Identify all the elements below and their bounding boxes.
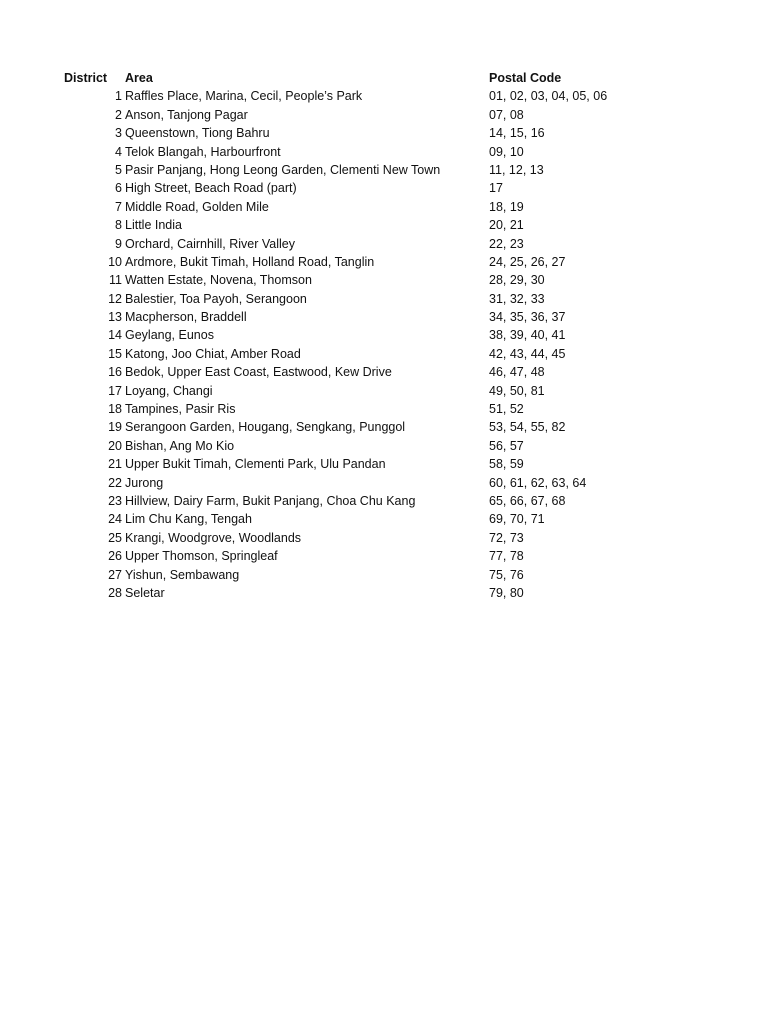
district-number-cell: 16: [108, 365, 122, 380]
area-column-header: Area: [125, 71, 153, 85]
district-number-cell: 7: [115, 199, 122, 214]
district-number-cell: 8: [115, 218, 122, 233]
postal-code-cell: 69, 70, 71: [489, 512, 545, 527]
postal-code-cell: 28, 29, 30: [489, 273, 545, 288]
district-number-cell: 9: [115, 236, 122, 251]
postal-code-cell: 09, 10: [489, 144, 524, 159]
table-header-row: [0, 69, 768, 87]
district-number-cell: 13: [108, 310, 122, 325]
district-number-cell: 11: [109, 273, 122, 288]
district-number-cell: 4: [115, 144, 122, 159]
area-cell: Yishun, Sembawang: [125, 567, 240, 582]
area-cell: High Street, Beach Road (part): [125, 181, 297, 196]
table-row: [0, 400, 768, 418]
table-row: [0, 474, 768, 492]
area-cell: Balestier, Toa Payoh, Serangoon: [125, 291, 307, 306]
postal-code-cell: 51, 52: [489, 402, 524, 417]
postal-code-cell: 38, 39, 40, 41: [489, 328, 566, 343]
area-cell: Geylang, Eunos: [125, 328, 214, 343]
postal-code-cell: 65, 66, 67, 68: [489, 493, 566, 508]
postal-code-cell: 56, 57: [489, 438, 524, 453]
area-cell: Loyang, Changi: [125, 383, 213, 398]
table-row: [0, 106, 768, 124]
table-row: [0, 143, 768, 161]
table-row: [0, 437, 768, 455]
area-cell: Ardmore, Bukit Timah, Holland Road, Tanglin: [125, 254, 375, 269]
postal-code-cell: 24, 25, 26, 27: [489, 254, 566, 269]
postal-code-cell: 60, 61, 62, 63, 64: [489, 475, 587, 490]
area-cell: Anson, Tanjong Pagar: [125, 107, 248, 122]
district-number-cell: 26: [108, 549, 122, 564]
table-row: [0, 235, 768, 253]
district-number-cell: 3: [115, 126, 122, 141]
area-cell: Seletar: [125, 585, 165, 600]
table-row: [0, 363, 768, 381]
district-number-cell: 12: [108, 291, 122, 306]
table-row: [0, 529, 768, 547]
area-cell: Queenstown, Tiong Bahru: [125, 126, 270, 141]
area-cell: Upper Bukit Timah, Clementi Park, Ulu Pandan: [125, 457, 386, 472]
table-row: [0, 87, 768, 105]
table-row: [0, 584, 768, 602]
area-cell: Orchard, Cairnhill, River Valley: [125, 236, 295, 251]
district-number-cell: 10: [108, 254, 122, 269]
district-number-cell: 6: [115, 181, 122, 196]
area-cell: Katong, Joo Chiat, Amber Road: [125, 346, 301, 361]
table-row: [0, 161, 768, 179]
postal-code-cell: 53, 54, 55, 82: [489, 420, 566, 435]
district-column-header: District: [64, 71, 108, 85]
postal-code-cell: 79, 80: [489, 585, 524, 600]
table-row: [0, 179, 768, 197]
postal-code-cell: 14, 15, 16: [489, 126, 545, 141]
postal-code-cell: 20, 21: [489, 218, 524, 233]
table-row: [0, 455, 768, 473]
area-cell: Telok Blangah, Harbourfront: [125, 144, 281, 159]
district-number-cell: 14: [108, 328, 122, 343]
area-cell: Bishan, Ang Mo Kio: [125, 438, 235, 453]
table-row: [0, 547, 768, 565]
area-cell: Pasir Panjang, Hong Leong Garden, Clementi New Town: [125, 162, 441, 177]
postal-code-cell: 31, 32, 33: [489, 291, 545, 306]
area-cell: Little India: [125, 218, 182, 233]
district-number-cell: 23: [108, 493, 122, 508]
district-number-cell: 28: [108, 585, 122, 600]
postal-code-cell: 46, 47, 48: [489, 365, 545, 380]
table-row: [0, 124, 768, 142]
table-row: [0, 492, 768, 510]
area-cell: Jurong: [125, 475, 164, 490]
table-body: [0, 87, 768, 602]
area-cell: Watten Estate, Novena, Thomson: [125, 273, 312, 288]
district-table: [0, 69, 768, 602]
postal-code-cell: 01, 02, 03, 04, 05, 06: [489, 89, 608, 104]
district-number-cell: 21: [108, 457, 122, 472]
table-row: [0, 271, 768, 289]
area-cell: Lim Chu Kang, Tengah: [125, 512, 252, 527]
district-number-cell: 19: [108, 420, 122, 435]
district-number-cell: 24: [108, 512, 122, 527]
postal-code-cell: 11, 12, 13: [489, 162, 544, 177]
table-row: [0, 308, 768, 326]
area-cell: Serangoon Garden, Hougang, Sengkang, Punggol: [125, 420, 406, 435]
table-row: [0, 418, 768, 436]
postal-code-cell: 72, 73: [489, 530, 524, 545]
district-number-cell: 20: [108, 438, 122, 453]
district-number-cell: 5: [115, 162, 122, 177]
district-number-cell: 25: [108, 530, 122, 545]
district-number-cell: 15: [108, 346, 122, 361]
area-cell: Krangi, Woodgrove, Woodlands: [125, 530, 302, 545]
postal-code-cell: 17: [489, 181, 503, 196]
table-row: [0, 382, 768, 400]
area-cell: Macpherson, Braddell: [125, 310, 247, 325]
postal-code-cell: 42, 43, 44, 45: [489, 346, 566, 361]
postal-code-column-header: Postal Code: [489, 71, 562, 85]
table-row: [0, 198, 768, 216]
postal-code-cell: 58, 59: [489, 457, 524, 472]
table-row: [0, 566, 768, 584]
area-cell: Upper Thomson, Springleaf: [125, 549, 278, 564]
district-number-cell: 1: [115, 89, 122, 104]
area-cell: Hillview, Dairy Farm, Bukit Panjang, Choa Chu Kang: [125, 493, 416, 508]
postal-code-cell: 34, 35, 36, 37: [489, 310, 566, 325]
district-number-cell: 22: [108, 475, 122, 490]
table-row: [0, 290, 768, 308]
area-cell: Tampines, Pasir Ris: [125, 402, 236, 417]
postal-code-cell: 75, 76: [489, 567, 524, 582]
area-cell: Bedok, Upper East Coast, Eastwood, Kew Drive: [125, 365, 392, 380]
district-number-cell: 27: [108, 567, 122, 582]
district-number-cell: 17: [108, 383, 122, 398]
district-number-cell: 18: [108, 402, 122, 417]
postal-code-cell: 77, 78: [489, 549, 524, 564]
postal-code-cell: 07, 08: [489, 107, 524, 122]
area-cell: Raffles Place, Marina, Cecil, People’s Park: [125, 89, 363, 104]
table-row: [0, 326, 768, 344]
table-row: [0, 345, 768, 363]
district-number-cell: 2: [115, 107, 122, 122]
postal-code-cell: 49, 50, 81: [489, 383, 545, 398]
table-row: [0, 510, 768, 528]
area-cell: Middle Road, Golden Mile: [125, 199, 269, 214]
postal-code-cell: 18, 19: [489, 199, 524, 214]
table-row: [0, 216, 768, 234]
table-row: [0, 253, 768, 271]
postal-code-cell: 22, 23: [489, 236, 524, 251]
